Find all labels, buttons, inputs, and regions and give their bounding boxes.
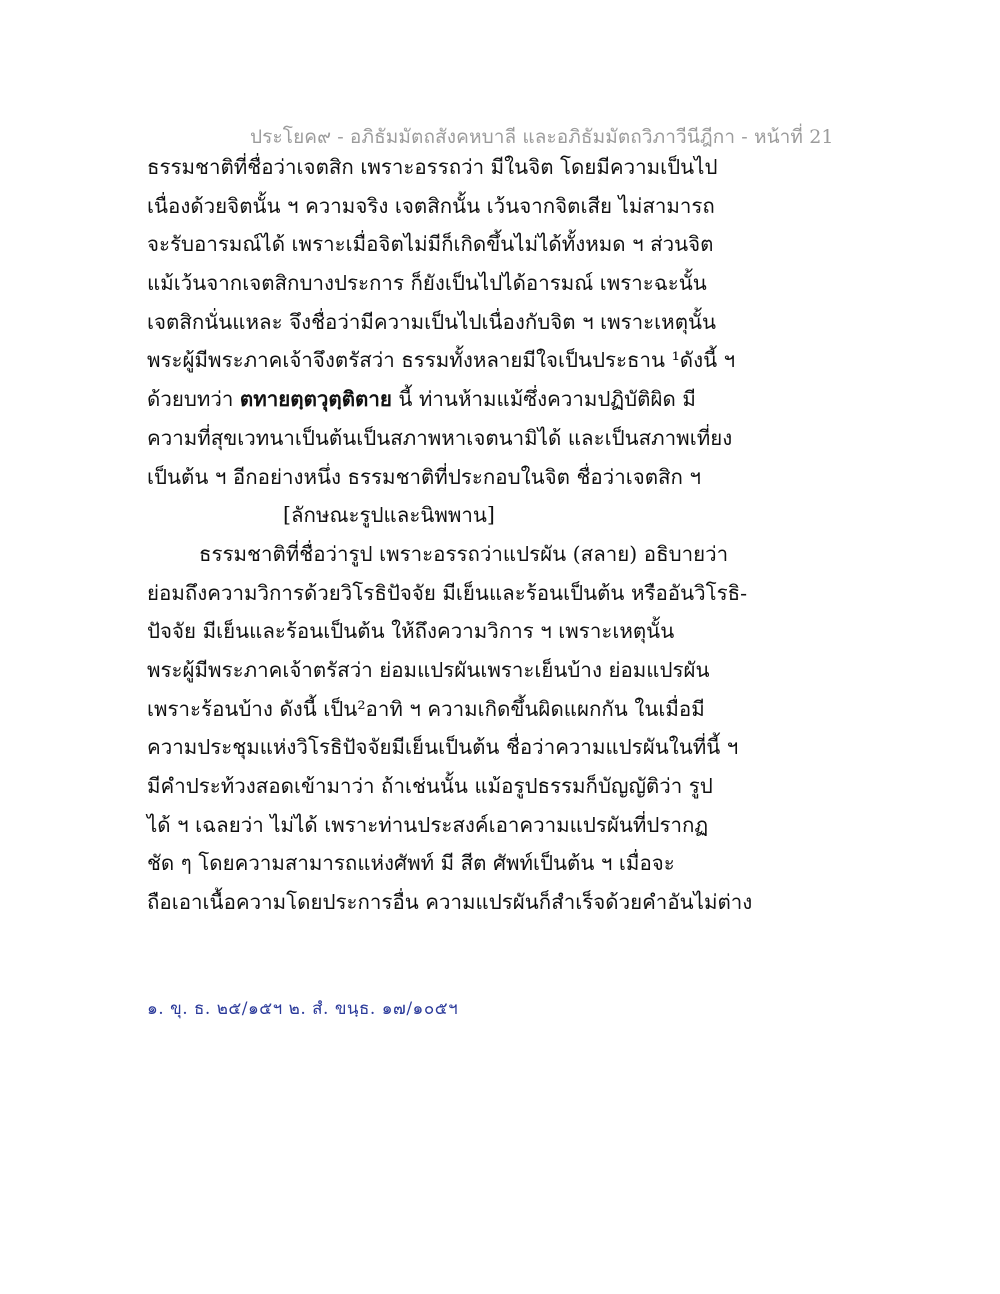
paragraph-line: มีคำประท้วงสอดเข้ามาว่า ถ้าเช่นนั้น แม้อรูปธรรมก็บัญญัติว่า รูป [147,774,713,798]
paragraph-line [147,380,707,419]
paragraph-line: ได้ ฯ เฉลยว่า ไม่ได้ เพราะท่านประสงค์เอาความแปรผันที่ปรากฏ [147,812,709,837]
paragraph-line: ปัจจัย มีเย็นและร้อนเป็นต้น ให้ถึงความวิการ ฯ เพราะเหตุนั้น [147,619,675,644]
paragraph-line: ธรรมชาติที่ชื่อว่ารูป เพราะอรรถว่าแปรผัน (สลาย) อธิบายว่า [199,541,729,566]
footnote: ๑. ขุ. ธ. ๒๕/๑๕ฯ ๒. สํ. ขนฺธ. ๑๗/๑๐๕ฯ [147,999,459,1019]
line-text: นี้ ท่านห้ามแม้ซึ่งความปฏิบัติผิด มี [391,387,696,412]
bold-term: ตทายตฺตวุตฺติตาย [239,387,392,412]
paragraph-line: ย่อมถึงความวิการด้วยวิโรธิปัจจัย มีเย็นและร้อนเป็นต้น หรืออันวิโรธิ- [147,580,748,605]
paragraph-line: ธรรมชาติที่ชื่อว่าเจตสิก เพราะอรรถว่า มีในจิต โดยมีความเป็นไป [147,155,718,179]
paragraph-line: ความที่สุขเวทนาเป็นต้นเป็นสภาพหาเจตนามิได้ และเป็นสภาพเที่ยง [147,425,733,450]
paragraph-line: แม้เว้นจากเจตสิกบางประการ ก็ยังเป็นไปได้อารมณ์ เพราะฉะนั้น [147,271,707,296]
section-heading: [ลักษณะรูปและนิพพาน] [283,503,495,528]
paragraph-line: จะรับอารมณ์ได้ เพราะเมื่อจิตไม่มีก็เกิดขึ้นไม่ได้ทั้งหมด ฯ ส่วนจิต [147,232,714,257]
paragraph-line: ถือเอาเนื้อความโดยประการอื่น ความแปรผันก็สำเร็จด้วยคำอันไม่ต่าง [147,890,753,915]
paragraph-line: เนื่องด้วยจิตนั้น ฯ ความจริง เจตสิกนั้น เว้นจากจิตเสีย ไม่สามารถ [147,193,715,218]
line-text: ด้วยบทว่า [147,387,240,412]
paragraph-line: เป็นต้น ฯ อีกอย่างหนึ่ง ธรรมชาติที่ประกอบในจิต ชื่อว่าเจตสิก ฯ [147,464,701,489]
paragraph-line: พระผู้มีพระภาคเจ้าจึงตรัสว่า ธรรมทั้งหลายมีใจเป็นประธาน ¹ดังนี้ ฯ [147,348,736,373]
paragraph-line: เจตสิกนั่นแหละ จึงชื่อว่ามีความเป็นไปเนื่องกับจิต ฯ เพราะเหตุนั้น [147,309,717,334]
paragraph-line: ความประชุมแห่งวิโรธิปัจจัยมีเย็นเป็นต้น ชื่อว่าความแปรผันในที่นี้ ฯ [147,735,739,760]
running-header: ประโยค๙ - อภิธัมมัตถสังคหบาลี และอภิธัมมัตถวิภาวีนีฎีกา - หน้าที่ 21 [250,126,834,148]
paragraph-line: ชัด ๆ โดยความสามารถแห่งศัพท์ มี สีต ศัพท์เป็นต้น ฯ เมื่อจะ [147,851,675,876]
paragraph-line: เพราะร้อนบ้าง ดังนี้ เป็น²อาทิ ฯ ความเกิดขึ้นผิดแผกกัน ในเมื่อมี [147,696,705,721]
body-text [147,148,753,922]
paragraph-line: พระผู้มีพระภาคเจ้าตรัสว่า ย่อมแปรผันเพราะเย็นบ้าง ย่อมแปรผัน [147,657,710,682]
